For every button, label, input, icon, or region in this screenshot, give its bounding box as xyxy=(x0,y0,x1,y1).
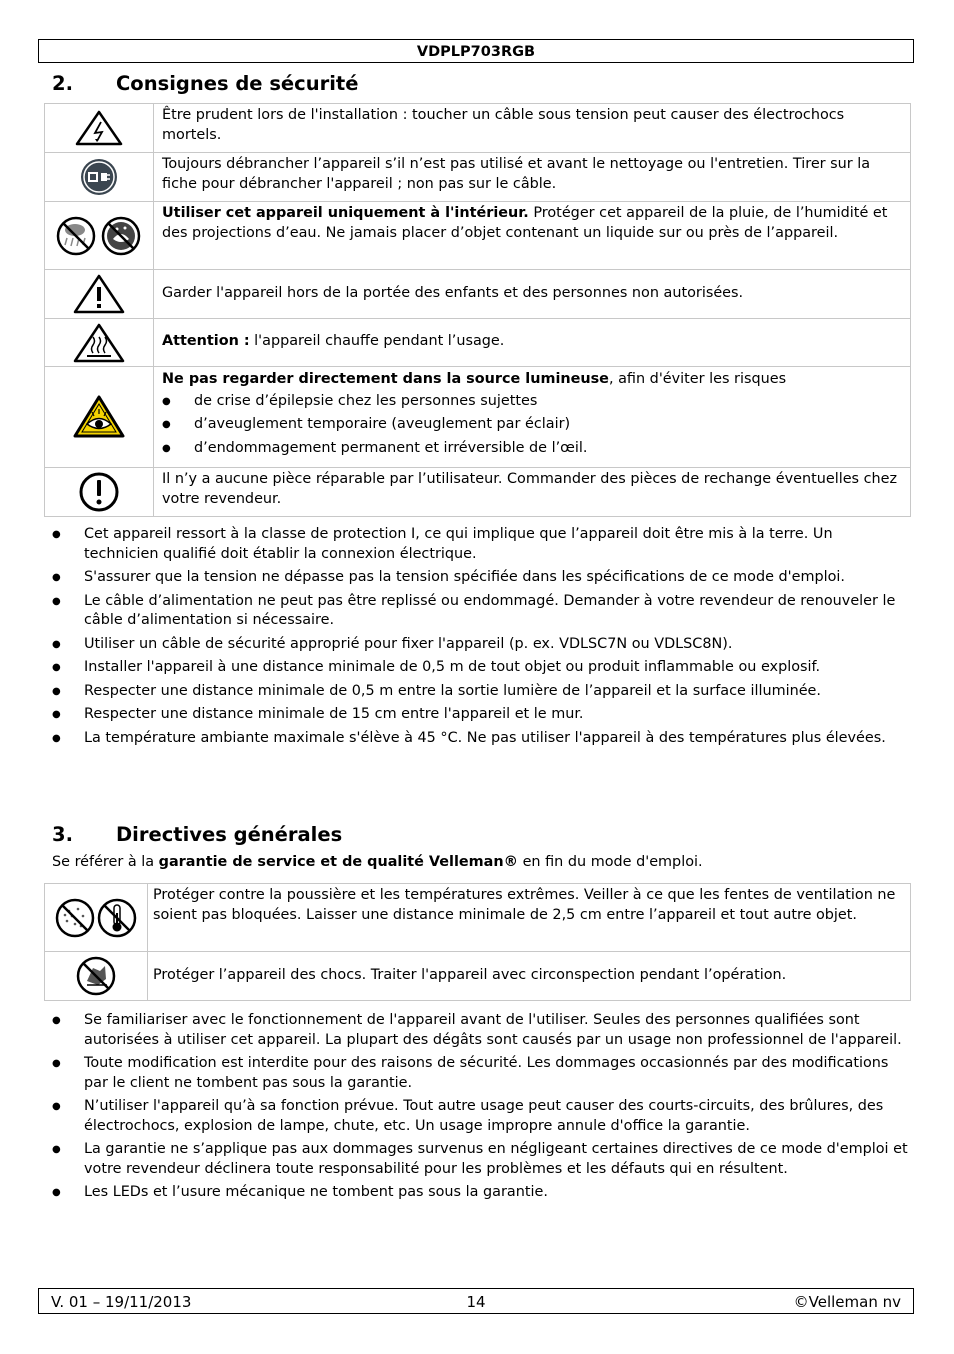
eye-warning-icon xyxy=(73,395,125,439)
copyright: ©Velleman nv xyxy=(793,1293,901,1311)
no-shocks-icon xyxy=(75,955,117,997)
safety-row-text: Protéger cet appareil de la pluie, de l’humidité et des projections d’eau. Ne jamais placer d’objet contenant un liquide sur ou près de l’appareil. xyxy=(162,205,888,241)
safety-row-text: Être prudent lors de l'installation : toucher un câble sous tension peut causer des électrochocs mortels. xyxy=(154,104,911,153)
version-date: V. 01 – 19/11/2013 xyxy=(51,1293,192,1311)
list-item: ● Cet appareil ressort à la classe de protection I, ce qui implique que l’appareil doit être mis à la terre. Un technicien qualifié doit établir la connexion électrique. xyxy=(52,525,908,564)
safety-row xyxy=(45,468,911,517)
list-item: ● N’utiliser l'appareil qu’à sa fonction prévue. Tout autre usage peut causer des courts-circuits, des brûlures, des électrochocs, explosion de lampe, chute, etc. Un usage impropre annule d'office la garantie. xyxy=(52,1097,908,1136)
safety-row xyxy=(45,952,911,1001)
general-bullet-list xyxy=(52,1011,908,1207)
list-item: ● Respecter une distance minimale de 0,5 m entre la sortie lumière de l’appareil et la surface illuminée. xyxy=(52,682,908,702)
safety-row xyxy=(45,153,911,202)
safety-row-bold: Attention : xyxy=(162,333,250,350)
list-item: ● Installer l'appareil à une distance minimale de 0,5 m de tout objet ou produit inflammable ou explosif. xyxy=(52,658,908,678)
electric-shock-warning-icon xyxy=(75,110,123,146)
list-item: ● Se familiariser avec le fonctionnement de l'appareil avant de l'utiliser. Seules des personnes qualifiées sont autorisées à utiliser cet appareil. La plupart des dégâts sont causés par un usage non professionnel de l'appareil. xyxy=(52,1011,908,1050)
no-dust-no-extreme-temperature-icon xyxy=(54,897,138,939)
list-item: ● d’aveuglement temporaire (aveuglement par éclair) xyxy=(162,415,902,435)
safety-row xyxy=(45,319,911,367)
safety-row xyxy=(45,884,911,952)
safety-row-text: Il n’y a aucune pièce réparable par l’utilisateur. Commander des pièces de rechange éventuelles chez votre revendeur. xyxy=(154,468,911,517)
warranty-reference: garantie de service et de qualité Velleman® xyxy=(158,854,518,870)
list-item: ● S'assurer que la tension ne dépasse pas la tension spécifiée dans les spécifications de ce mode d'emploi. xyxy=(52,568,908,588)
general-warning-icon xyxy=(73,274,125,314)
section-2-heading xyxy=(52,72,358,95)
list-item: ● La température ambiante maximale s'élève à 45 °C. Ne pas utiliser l'appareil à des températures plus élevées. xyxy=(52,729,908,749)
section-2-title: Consignes de sécurité xyxy=(116,72,359,95)
safety-row-bold: Ne pas regarder directement dans la source lumineuse xyxy=(162,371,609,387)
safety-row xyxy=(45,104,911,153)
list-item: ● Respecter une distance minimale de 15 cm entre l'appareil et le mur. xyxy=(52,705,908,725)
list-item: ● Le câble d’alimentation ne peut pas être replissé ou endommagé. Demander à votre revendeur de renouveler le câble d’alimentation si nécessaire. xyxy=(52,592,908,631)
safety-table xyxy=(44,103,911,517)
eye-risk-list xyxy=(162,392,902,459)
section-3-intro: Se référer à la garantie de service et de qualité Velleman® en fin du mode d'emploi. xyxy=(52,854,703,870)
list-item: ● Toute modification est interdite pour des raisons de sécurité. Les dommages occasionnés par des modifications par le client ne tombent pas sous la garantie. xyxy=(52,1054,908,1093)
safety-row-text: l'appareil chauffe pendant l’usage. xyxy=(249,333,505,350)
safety-row xyxy=(45,367,911,468)
section-3-number: 3. xyxy=(52,823,73,846)
document-header xyxy=(38,39,914,63)
section-3-heading xyxy=(52,823,342,846)
page-number: 14 xyxy=(466,1293,486,1311)
list-item: ● Utiliser un câble de sécurité approprié pour fixer l'appareil (p. ex. VDLSC7N ou VDLSC8N). xyxy=(52,635,908,655)
safety-row xyxy=(45,270,911,319)
document-footer xyxy=(38,1288,914,1314)
safety-row xyxy=(45,202,911,270)
safety-row-text: , afin d'éviter les risques xyxy=(608,371,787,387)
safety-row-text: Garder l'appareil hors de la portée des enfants et des personnes non autorisées. xyxy=(154,270,911,319)
hot-surface-icon xyxy=(73,323,125,363)
safety-row-text: Protéger l’appareil des chocs. Traiter l'appareil avec circonspection pendant l’opération. xyxy=(148,952,911,1001)
safety-row-text: Toujours débrancher l’appareil s’il n’est pas utilisé et avant le nettoyage ou l'entretien. Tirer sur la fiche pour débrancher l'appareil ; non pas sur le câble. xyxy=(154,153,911,202)
list-item: ● Les LEDs et l’usure mécanique ne tombent pas sous la garantie. xyxy=(52,1183,908,1203)
list-item: ● d’endommagement permanent et irréversible de l’œil. xyxy=(162,439,902,459)
general-directives-table xyxy=(44,883,911,1001)
section-2-number: 2. xyxy=(52,72,73,95)
section-3-title: Directives générales xyxy=(116,823,343,846)
safety-row-text: Protéger contre la poussière et les températures extrêmes. Veiller à ce que les fentes de ventilation ne soient pas bloquées. Laisser une distance minimale de 2,5 cm entre l’appareil et tout autre objet. xyxy=(148,884,911,952)
exclamation-circle-icon xyxy=(78,471,120,513)
safety-row-bold: Utiliser cet appareil uniquement à l'intérieur. xyxy=(162,205,529,221)
model-name: VDPLP703RGB xyxy=(416,44,536,60)
list-item: ● La garantie ne s’applique pas aux dommages survenus en négligeant certaines directives de ce mode d'emploi et votre revendeur déclinera toute responsabilité pour les problèmes et les défauts qui en résultent. xyxy=(52,1140,908,1179)
unplug-icon xyxy=(79,157,119,197)
no-rain-no-water-icon xyxy=(55,215,143,257)
list-item: ● de crise d’épilepsie chez les personnes sujettes xyxy=(162,392,902,412)
safety-bullet-list xyxy=(52,525,908,752)
